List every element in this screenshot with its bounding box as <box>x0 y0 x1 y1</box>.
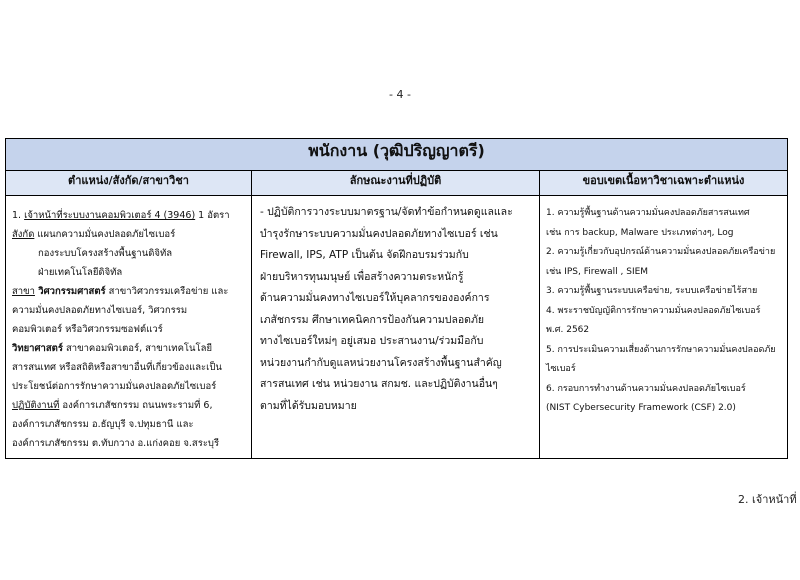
header-position: ตำแหน่ง/สังกัด/สาขาวิชา <box>6 171 252 196</box>
eng-text-1: สาขาวิศวกรรมเครือข่าย และ <box>105 286 229 297</box>
table-header-row <box>6 171 788 196</box>
affiliation-dept: แผนกความมั่นคงปลอดภัยไซเบอร์ <box>34 229 176 240</box>
scope-line: ไซเบอร์ <box>546 364 576 374</box>
scope-line: เช่น IPS, Firewall , SIEM <box>546 266 649 277</box>
scope-line: 2. ความรู้เกี่ยวกับอุปกรณ์ด้านความมั่นคงปลอดภัยเครือข่าย <box>546 247 776 257</box>
position-line <box>12 206 247 225</box>
page-number: - 4 - <box>389 88 411 101</box>
sci-text-1: สาขาคอมพิวเตอร์, สาขาเทคโนโลยี <box>62 343 213 354</box>
job-nature-line: เภสัชกรรม ศึกษาเทคนิคการป้องกันความปลอดภัย <box>260 313 485 326</box>
workplace-3: องค์การเภสัชกรรม ต.ทับกวาง อ.แก่งคอย จ.สระบุรี <box>12 438 220 449</box>
eng-label: วิศวกรรมศาสตร์ <box>34 286 106 297</box>
scope-line: 1. ความรู้พื้นฐานด้านความมั่นคงปลอดภัยสารสนเทศ <box>546 208 750 218</box>
affiliation-label: สังกัด <box>12 229 35 240</box>
major-label: สาขา <box>12 286 35 297</box>
scope-line: เช่น การ backup, Malware ประเภทต่างๆ, Log <box>546 227 734 238</box>
table-row <box>6 196 788 459</box>
job-nature-line: - ปฏิบัติการวางระบบมาตรฐาน/จัดทำข้อกำหนดดูแลและ <box>260 206 513 218</box>
scope-line: 5. การประเมินความเสี่ยงด้านการรักษาความมั่นคงปลอดภัย <box>546 344 776 355</box>
header-job-nature: ลักษณะงานที่ปฏิบัติ <box>252 171 540 196</box>
position-cell <box>6 196 252 459</box>
affiliation-line <box>12 225 247 244</box>
sci-label: วิทยาศาสตร์ <box>12 343 63 354</box>
job-nature-line: หน่วยงานกำกับดูแลหน่วยงานโครงสร้างพื้นฐานสำคัญ <box>260 356 502 369</box>
scope-line: 6. กรอบการทำงานด้านความมั่นคงปลอดภัยไซเบอร์ <box>546 383 746 394</box>
workplace-line <box>12 396 247 415</box>
job-nature-line: ตามที่ได้รับมอบหมาย <box>260 399 357 412</box>
scope-line: 4. พระราชบัญญัติการรักษาความมั่นคงปลอดภัยไซเบอร์ <box>546 305 761 316</box>
header-subject-scope: ขอบเขตเนื้อหาวิชาเฉพาะตำแหน่ง <box>540 171 788 196</box>
major-eng-line <box>12 282 247 301</box>
scope-line: 3. ความรู้พื้นฐานระบบเครือข่าย, ระบบเครือข่ายไร้สาย <box>546 286 758 296</box>
job-nature-line: ด้านความมั่นคงทางไซเบอร์ให้บุคลากรขององค์การ <box>260 292 490 304</box>
job-nature-line: ทางไซเบอร์ใหม่ๆ อยู่เสมอ ประสานงาน/ร่วมมือกับ <box>260 335 484 347</box>
job-nature-line: สารสนเทศ เช่น หน่วยงาน สกมช. และปฏิบัติงานอื่นๆ <box>260 378 498 390</box>
scope-line: (NIST Cybersecurity Framework (CSF) 2.0) <box>546 403 736 413</box>
workplace-2: องค์การเภสัชกรรม อ.ธัญบุรี จ.ปทุมธานี และ <box>12 419 194 430</box>
position-title: เจ้าหน้าที่ระบบงานคอมพิวเตอร์ 4 (3946) <box>24 210 196 221</box>
table-title: พนักงาน (วุฒิปริญญาตรี) <box>6 139 788 171</box>
next-item-continuation: 2. เจ้าหน้าที่ <box>738 493 797 506</box>
job-nature-cell <box>252 196 540 459</box>
table-title-row <box>6 139 788 171</box>
workplace-label: ปฏิบัติงานที่ <box>12 400 60 411</box>
job-nature-line: ฝ่ายบริหารทุนมนุษย์ เพื่อสร้างความตระหนักรู้ <box>260 270 464 283</box>
sci-line <box>12 339 247 358</box>
job-nature-line: บำรุงรักษาระบบความมั่นคงปลอดภัยทางไซเบอร์ เช่น <box>260 227 498 240</box>
item-number: 1. <box>12 210 25 221</box>
scope-line: พ.ศ. 2562 <box>546 325 590 335</box>
eng-text-2: ความมั่นคงปลอดภัยทางไซเบอร์, วิศวกรรม <box>12 305 188 316</box>
job-nature-line: Firewall, IPS, ATP เป็นต้น จัดฝึกอบรมร่วมกับ <box>260 249 469 261</box>
sci-text-2: สารสนเทศ หรือสถิติหรือสาขาอื่นที่เกี่ยวข้องและเป็น <box>12 362 222 373</box>
job-description-table <box>5 138 788 459</box>
workplace-1: องค์การเภสัชกรรม ถนนพระรามที่ 6, <box>59 400 213 411</box>
affiliation-department: ฝ่ายเทคโนโลยีดิจิทัล <box>38 267 123 278</box>
position-rate: 1 อัตรา <box>195 210 230 221</box>
eng-text-3: คอมพิวเตอร์ หรือวิศวกรรมซอฟต์แวร์ <box>12 324 163 335</box>
affiliation-division: กองระบบโครงสร้างพื้นฐานดิจิทัล <box>38 248 173 259</box>
subject-scope-cell <box>540 196 788 459</box>
sci-text-3: ประโยชน์ต่อการรักษาความมั่นคงปลอดภัยไซเบอร์ <box>12 381 217 392</box>
